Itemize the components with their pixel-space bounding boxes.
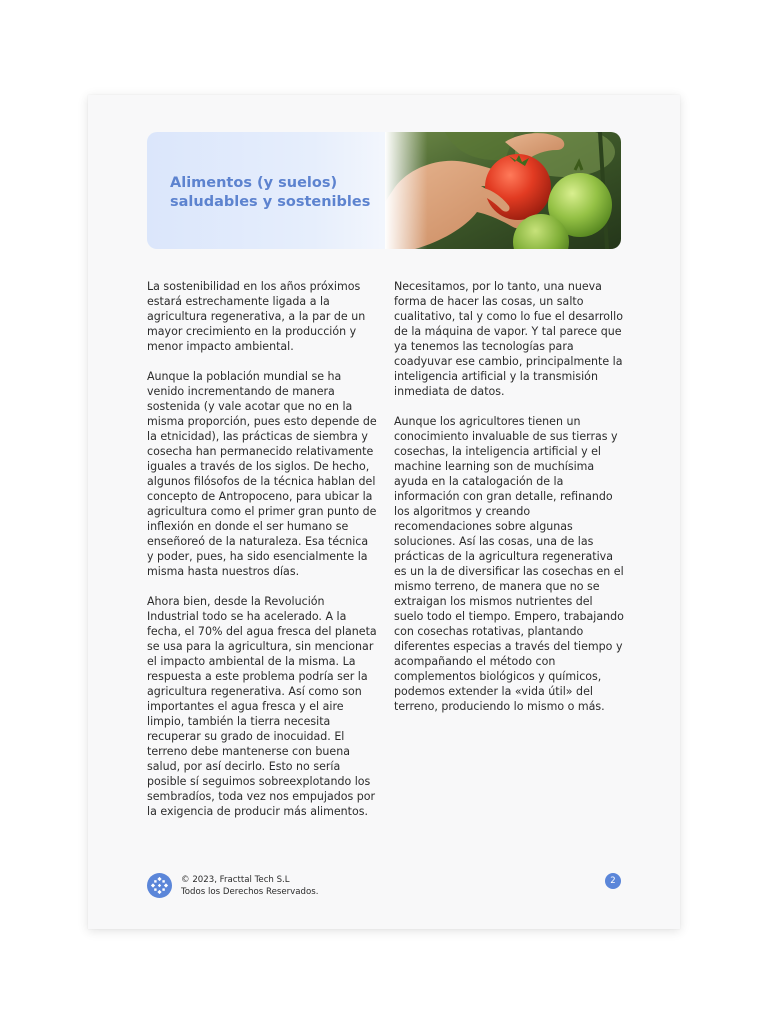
paragraph: La sostenibilidad en los años próximos estará estrechamente ligada a la agricultura regenerativa, a la par de un mayor crecimiento en la producción y menor impacto ambiental. (147, 280, 366, 353)
document-page (88, 95, 680, 929)
paragraph: Necesitamos, por lo tanto, una nueva forma de hacer las cosas, un salto cualitativo, tal y como lo fue el desarrollo de la máquina de vapor. Y tal parece que ya tenemos las tecnologías para coadyuvar ese cambio, principalmente la inteligencia artificial y la transmisión inmediata de datos. (394, 280, 623, 398)
page-title-line-1: Alimentos (y suelos) (170, 175, 338, 191)
paragraph: Aunque la población mundial se ha venido incrementando de manera sostenida (y vale acotar que no en la misma proporción, pues esto depende de la etnicidad), las prácticas de siembra y cosecha han permanecido relativamente iguales a través de los siglos. De hecho, algunos filósofos de la técnica hablan del concepto de Antropoceno, para ubicar la agricultura como el primer gran punto de inflexión en donde el ser humano se enseñoreó de la naturaleza. Esa técnica y poder, pues, ha sido esencialmente la misma hasta nuestros días. (147, 370, 377, 578)
fracttal-logo-icon (147, 873, 172, 898)
tomato-harvest-photo (385, 132, 621, 249)
body-column-left (147, 279, 377, 834)
page-title-line-2: saludables y sostenibles (170, 194, 371, 210)
rights-line: Todos los Derechos Reservados. (181, 886, 319, 897)
paragraph: Aunque los agricultores tienen un conocimiento invaluable de sus tierras y cosechas, la inteligencia artificial y el machine learning son de muchísima ayuda en la catalogación de la información con gran detalle, refinando los algoritmos y creando recomendaciones sobre algunas soluciones. Así las cosas, una de las prácticas de la agricultura regenerativa es un la de diversificar las cosechas en el mismo terreno, de manera que no se extraigan los mismos nutrientes del suelo todo el tiempo. Empero, trabajando con cosechas rotativas, plantando diferentes especias a través del tiempo y acompañando el método con complementos biológicos y químicos, podemos extender la «vida útil» del terreno, produciendo lo mismo o más. (394, 415, 624, 713)
paragraph: Ahora bien, desde la Revolución Industrial todo se ha acelerado. A la fecha, el 70% del agua fresca del planeta se usa para la agricultura, sin mencionar el impacto ambiental de la misma. La respuesta a este problema podría ser la agricultura regenerativa. Así como son importantes el agua fresca y el aire limpio, también la tierra necesita recuperar su grado de inocuidad. El terreno debe mantenerse con buena salud, por así decirlo. Esto no sería posible sí seguimos sobreexplotando los sembradíos, toda vez nos empujados por la exigencia de producir más alimentos. (147, 595, 377, 818)
page-number-badge: 2 (605, 873, 621, 889)
body-column-right (394, 279, 624, 729)
header-banner (147, 132, 621, 249)
footer-copyright (181, 875, 318, 898)
copyright-line: © 2023, Fracttal Tech S.L (181, 875, 290, 885)
page-title (170, 174, 390, 212)
